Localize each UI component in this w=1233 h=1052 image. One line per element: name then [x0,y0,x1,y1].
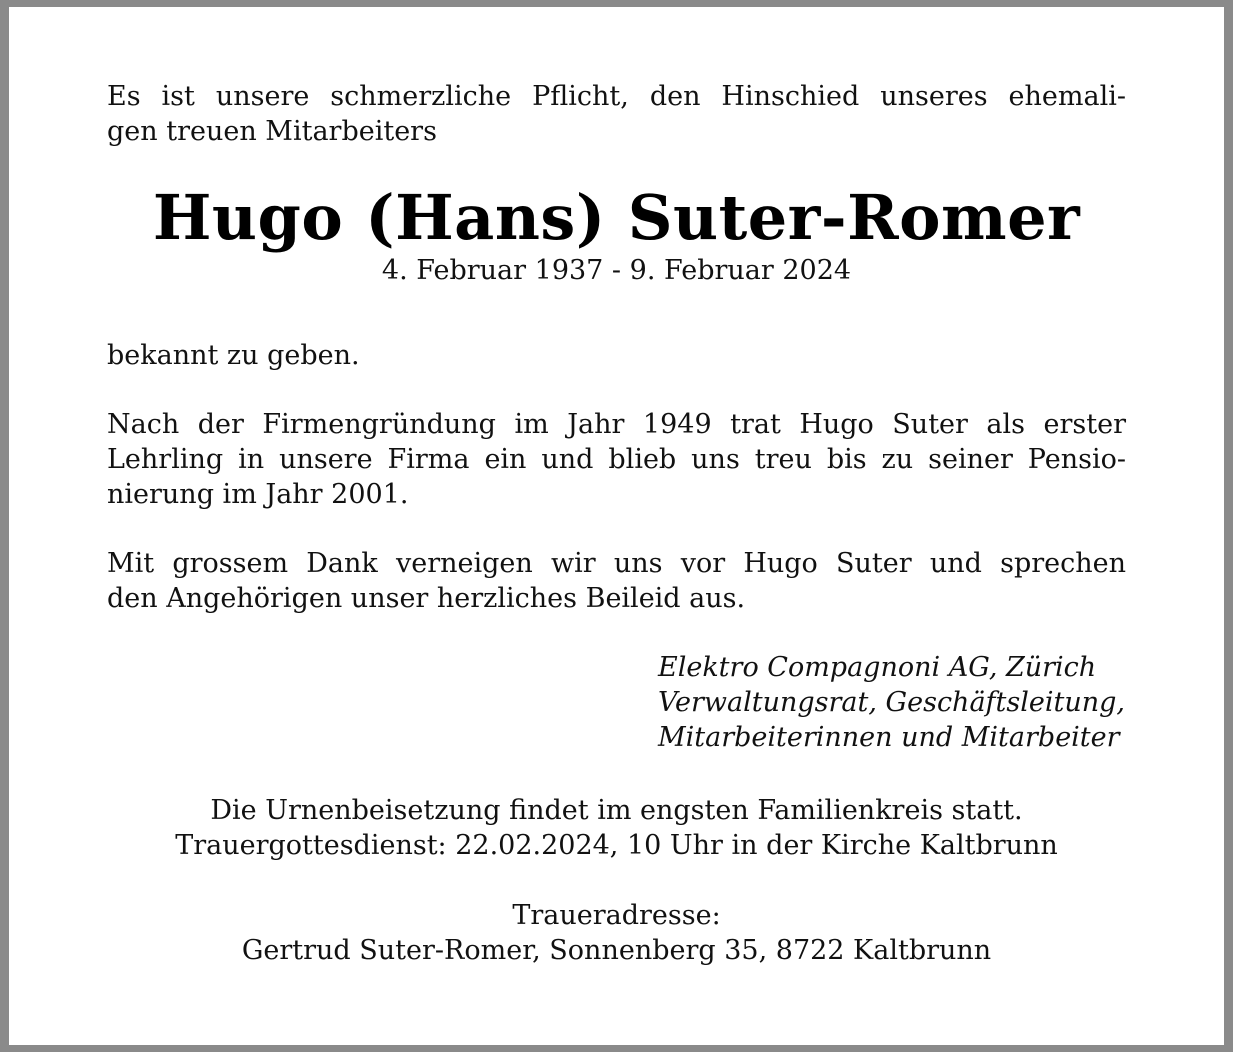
thanks-line-2: den Angehörigen unser herzliches Beileid aus. [107,583,746,614]
career-line-2: Lehrling in unsere Firma ein und blieb uns treu bis zu seiner Pensio- [107,444,1126,475]
address-value: Gertrud Suter-Romer, Sonnenberg 35, 8722 Kaltbrunn [241,935,992,966]
bekannt-text: bekannt zu geben. [107,340,360,371]
intro-paragraph [107,79,1126,149]
obituary-notice [107,79,1126,968]
career-line-1: Nach der Firmengründung im Jahr 1949 trat Hugo Suter als erster [107,409,1126,440]
career-line-3: nierung im Jahr 2001. [107,479,409,510]
intro-line-2: gen treuen Mitarbeiters [107,116,437,147]
career-paragraph [107,407,1126,512]
intro-line-1: Es ist unsere schmerzliche Pflicht, den Hinschied unseres ehemali- [107,81,1126,112]
signature-block [658,650,1126,755]
thanks-paragraph [107,546,1126,616]
announcement-line [107,338,1126,373]
signature-board: Verwaltungsrat, Geschäftsleitung, [658,687,1125,718]
life-dates: 4. Februar 1937 - 9. Februar 2024 [381,255,852,286]
funeral-line-1: Die Urnenbeisetzung findet im engsten Familienkreis statt. [210,795,1023,826]
funeral-info [107,793,1126,863]
signature-company: Elektro Compagnoni AG, Zürich [658,652,1097,683]
thanks-line-1: Mit grossem Dank verneigen wir uns vor Hugo Suter und sprechen [107,548,1126,579]
funeral-line-2: Trauergottesdienst: 22.02.2024, 10 Uhr in der Kirche Kaltbrunn [175,830,1058,861]
signature-staff: Mitarbeiterinnen und Mitarbeiter [658,722,1120,753]
mourning-address [107,898,1126,968]
address-label: Traueradresse: [512,900,721,931]
deceased-name: Hugo (Hans) Suter-Romer [152,181,1081,254]
